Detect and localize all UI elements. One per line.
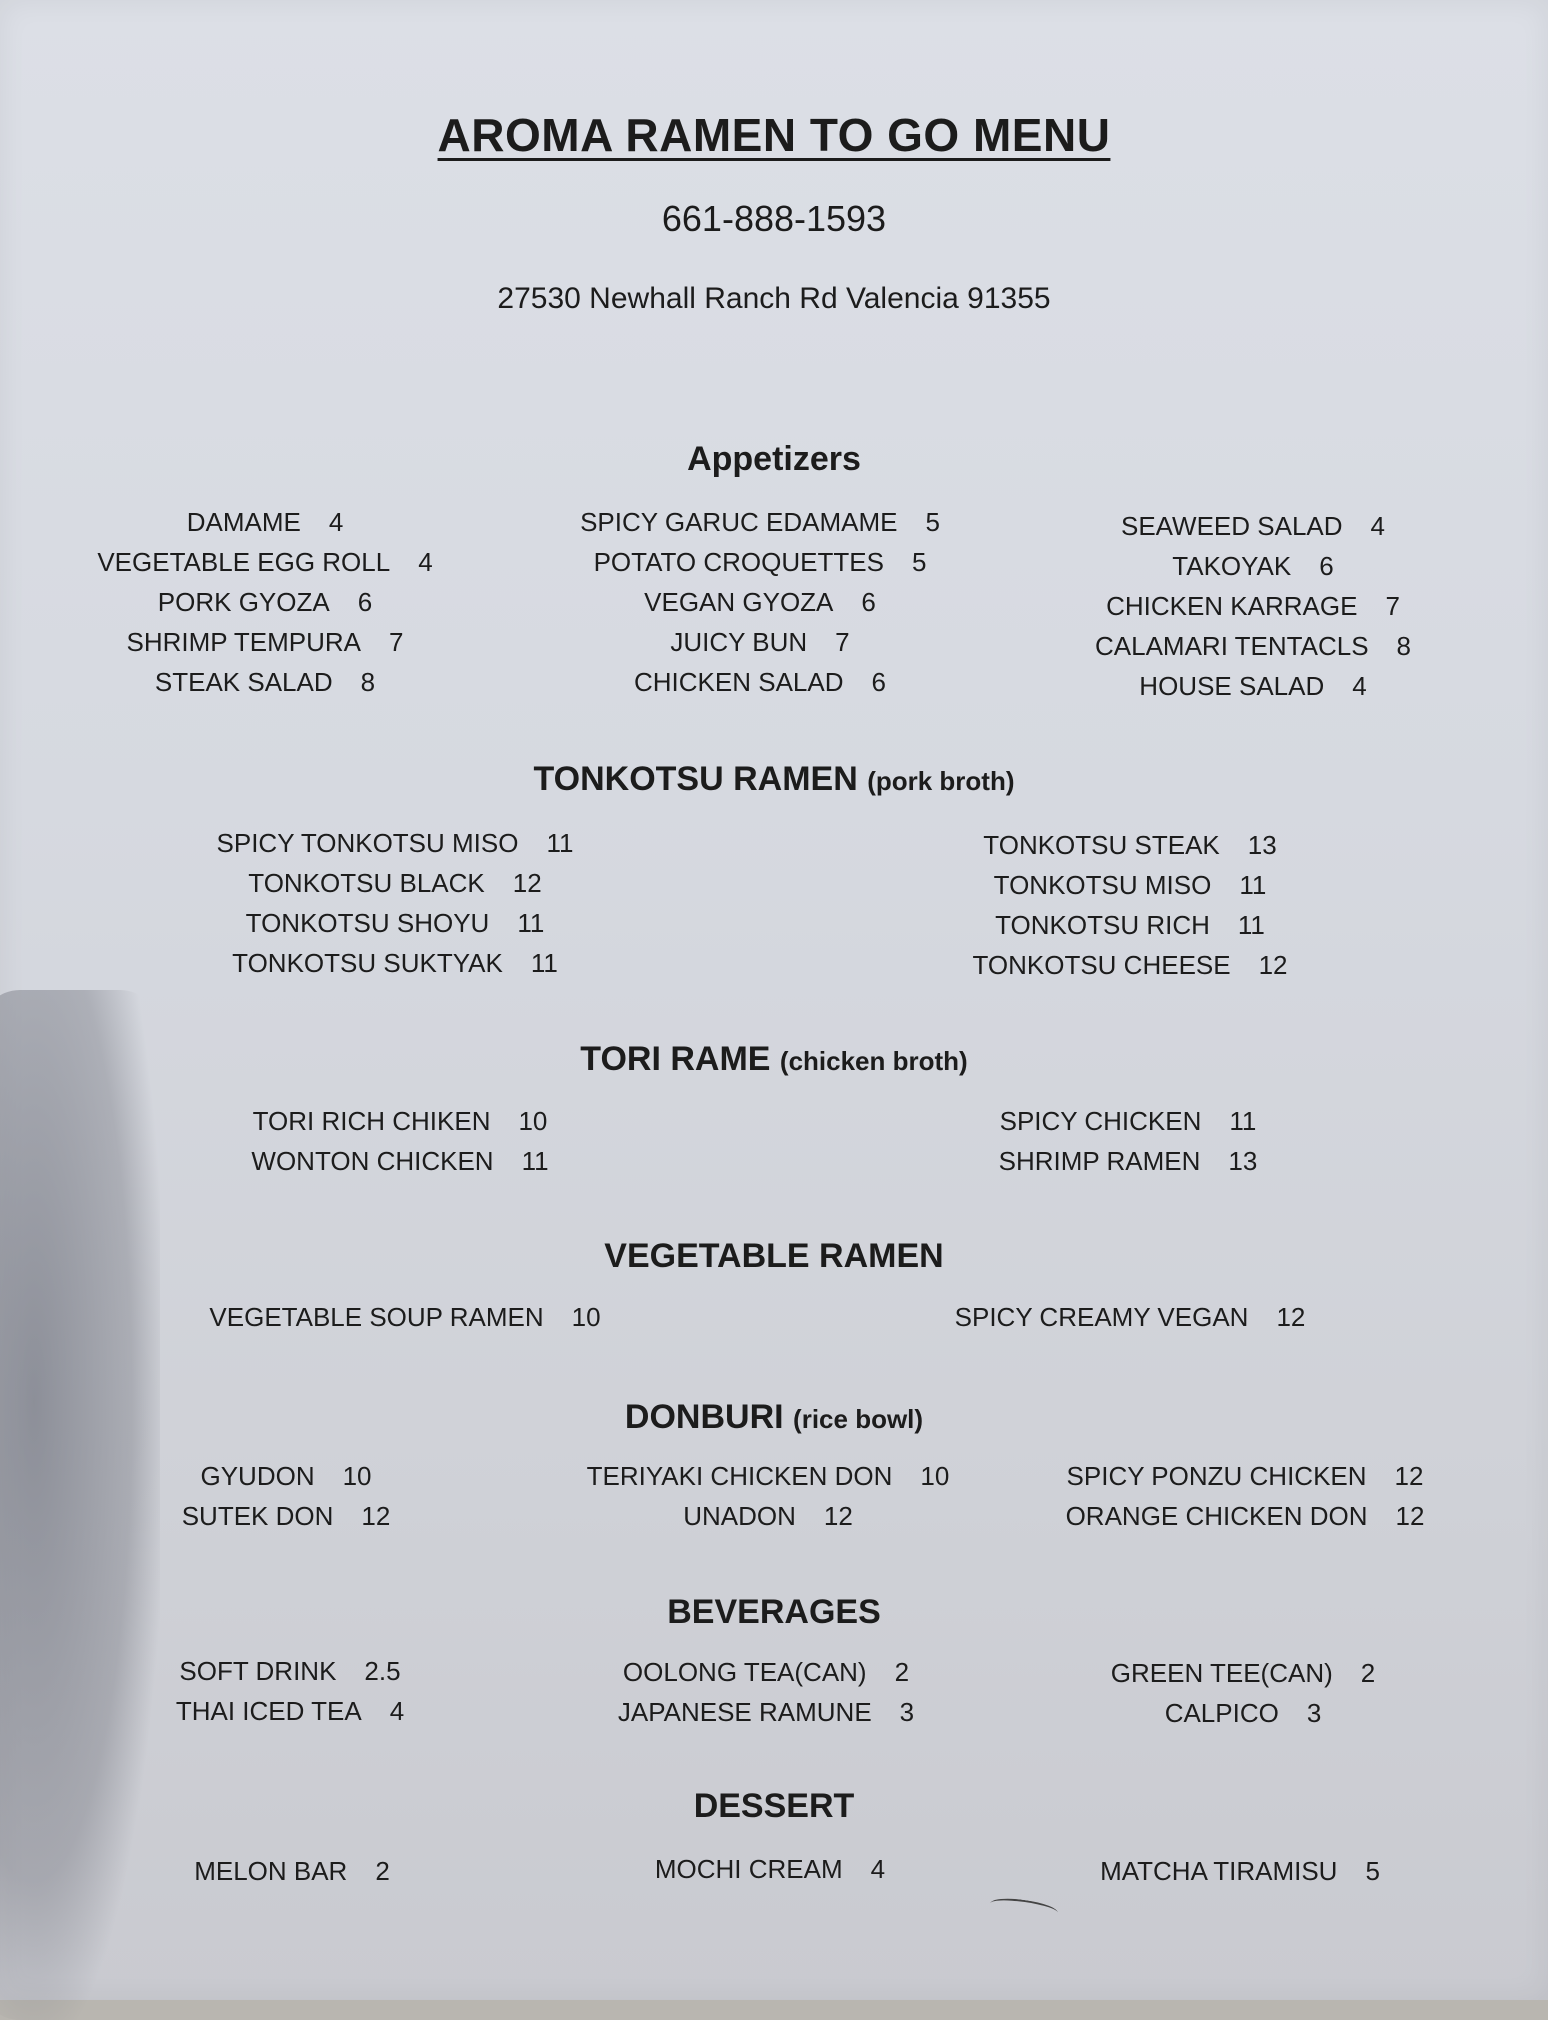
hand-shadow — [0, 990, 160, 2020]
menu-item — [1095, 546, 1411, 586]
menu-item-name: SPICY PONZU CHICKEN — [1066, 1461, 1367, 1491]
appetizers-column-3 — [1095, 506, 1411, 706]
donburi-column-1 — [182, 1456, 391, 1536]
menu-item — [1095, 586, 1411, 626]
menu-item — [182, 1496, 391, 1536]
menu-title — [0, 108, 1548, 162]
tori-column-1 — [251, 1101, 548, 1181]
menu-item — [955, 1297, 1306, 1337]
menu-item-price: 12 — [361, 1501, 391, 1531]
menu-item — [194, 1851, 390, 1891]
menu-item-price: 6 — [871, 667, 886, 697]
section-title-tonkotsu — [0, 760, 1548, 799]
menu-item-price: 8 — [1396, 631, 1412, 661]
menu-item-price: 2.5 — [364, 1656, 401, 1686]
menu-item-price: 11 — [1229, 1106, 1257, 1136]
menu-item — [1095, 626, 1411, 666]
address: 27530 Newhall Ranch Rd Valencia 91355 — [497, 282, 1051, 315]
menu-item — [1066, 1496, 1425, 1536]
menu-item-name: SPICY CREAMY VEGAN — [954, 1302, 1249, 1332]
menu-item — [618, 1652, 914, 1692]
menu-item-name: MOCHI CREAM — [654, 1854, 843, 1884]
menu-item — [1066, 1456, 1425, 1496]
menu-item-name: SEAWEED SALAD — [1120, 511, 1343, 541]
menu-item-price: 11 — [546, 828, 574, 858]
menu-item-name: UNADON — [683, 1501, 796, 1531]
menu-item — [97, 582, 432, 622]
section-title-text: DONBURI — [624, 1398, 784, 1436]
beverages-column-1 — [176, 1651, 404, 1731]
menu-title-text: AROMA RAMEN TO GO MENU — [437, 109, 1111, 161]
menu-item-price: 4 — [418, 547, 433, 577]
section-subtitle: (pork broth) — [867, 766, 1015, 796]
menu-item-name: MATCHA TIRAMISU — [1100, 1856, 1338, 1886]
tonkotsu-column-2 — [972, 825, 1287, 985]
menu-item-price: 3 — [1306, 1698, 1322, 1728]
menu-item-price: 10 — [920, 1461, 950, 1491]
menu-item-price: 2 — [894, 1657, 910, 1687]
menu-item-price: 13 — [1247, 830, 1277, 860]
menu-item-name: VEGETABLE EGG ROLL — [97, 547, 391, 577]
menu-item — [1111, 1653, 1375, 1693]
beverages-column-3 — [1111, 1653, 1375, 1733]
menu-item — [618, 1692, 914, 1732]
menu-item — [580, 582, 940, 622]
menu-item-name: TONKOTSU RICH — [995, 910, 1210, 940]
menu-item-price: 13 — [1228, 1146, 1258, 1176]
menu-item-price: 4 — [1370, 511, 1386, 541]
menu-item — [655, 1849, 885, 1889]
menu-item — [999, 1101, 1258, 1141]
menu-item-price: 4 — [389, 1696, 405, 1726]
menu-item — [587, 1456, 950, 1496]
menu-item-name: VEGAN GYOZA — [644, 587, 834, 617]
menu-item-name: CHICKEN SALAD — [634, 667, 844, 697]
menu-item-price: 4 — [870, 1854, 886, 1884]
section-title-text: VEGETABLE RAMEN — [604, 1237, 944, 1275]
section-title-beverages — [0, 1593, 1548, 1632]
vegetable-column-2 — [955, 1297, 1306, 1337]
menu-item-name: TONKOTSU MISO — [993, 870, 1212, 900]
menu-item — [999, 1141, 1258, 1181]
menu-item — [97, 662, 432, 702]
menu-item-price: 3 — [899, 1697, 915, 1727]
menu-item — [1095, 666, 1411, 706]
donburi-column-3 — [1066, 1456, 1425, 1536]
phone-number: 661-888-1593 — [661, 198, 887, 239]
menu-item-name: STEAK SALAD — [154, 667, 333, 697]
menu-item — [217, 823, 574, 863]
menu-item-name: SOFT DRINK — [179, 1656, 337, 1686]
menu-item-name: SHRIMP RAMEN — [998, 1146, 1201, 1176]
menu-item-name: SUTEK DON — [181, 1501, 334, 1531]
menu-item-name: GREEN TEE(CAN) — [1110, 1658, 1333, 1688]
menu-item-price: 5 — [925, 507, 940, 537]
menu-item-name: TAKOYAK — [1172, 551, 1292, 581]
menu-item-name: WONTON CHICKEN — [251, 1146, 494, 1176]
section-title-text: BEVERAGES — [667, 1593, 881, 1631]
menu-item-price: 12 — [823, 1501, 853, 1531]
menu-item-price: 12 — [1258, 950, 1288, 980]
menu-item-price: 6 — [357, 587, 373, 617]
menu-item — [972, 825, 1287, 865]
menu-item-name: SPICY GARUC EDAMAME — [580, 507, 898, 537]
menu-item-price: 7 — [389, 627, 404, 657]
tonkotsu-column-1 — [217, 823, 574, 983]
menu-item-price: 7 — [835, 627, 850, 657]
menu-item-name: CHICKEN KARRAGE — [1106, 591, 1358, 621]
menu-item — [97, 622, 432, 662]
menu-item-name: GYUDON — [200, 1461, 315, 1491]
menu-item-name: PORK GYOZA — [157, 587, 330, 617]
menu-item-price: 2 — [375, 1856, 390, 1886]
menu-item-name: POTATO CROQUETTES — [593, 547, 884, 577]
menu-item-price: 10 — [518, 1106, 548, 1136]
menu-item-price: 7 — [1385, 591, 1400, 621]
beverages-column-2 — [618, 1652, 914, 1732]
menu-item-price: 11 — [517, 908, 545, 938]
menu-item — [580, 662, 940, 702]
menu-item-name: ORANGE CHICKEN DON — [1065, 1501, 1368, 1531]
menu-item-price: 12 — [1394, 1461, 1424, 1491]
appetizers-column-1 — [97, 502, 432, 702]
menu-item-name: OOLONG TEA(CAN) — [622, 1657, 867, 1687]
section-title-dessert — [0, 1787, 1548, 1826]
menu-item-name: HOUSE SALAD — [1139, 671, 1325, 701]
menu-item-name: SPICY CHICKEN — [999, 1106, 1202, 1136]
menu-item-price: 12 — [512, 868, 542, 898]
menu-item — [97, 542, 432, 582]
menu-item-name: TONKOTSU STEAK — [983, 830, 1220, 860]
menu-item — [1100, 1851, 1380, 1891]
menu-item — [972, 945, 1287, 985]
menu-item-price: 5 — [1365, 1856, 1380, 1886]
menu-item-price: 8 — [360, 667, 376, 697]
menu-item — [251, 1101, 548, 1141]
donburi-column-2 — [587, 1456, 950, 1536]
menu-item-name: THAI ICED TEA — [175, 1696, 362, 1726]
menu-item — [1095, 506, 1411, 546]
section-title-tori — [0, 1040, 1548, 1079]
menu-item — [182, 1456, 391, 1496]
menu-item — [217, 903, 574, 943]
menu-item-name: TERIYAKI CHICKEN DON — [586, 1461, 893, 1491]
tori-column-2 — [999, 1101, 1258, 1181]
menu-item — [972, 905, 1287, 945]
menu-item-name: CALPICO — [1164, 1698, 1279, 1728]
section-subtitle: (rice bowl) — [793, 1404, 924, 1434]
menu-item-name: TORI RICH CHIKEN — [252, 1106, 491, 1136]
menu-item-name: MELON BAR — [194, 1856, 348, 1886]
section-title-text: DESSERT — [693, 1787, 855, 1825]
menu-item-price: 6 — [861, 587, 876, 617]
menu-item — [251, 1141, 548, 1181]
menu-item — [580, 622, 940, 662]
section-title-text: Appetizers — [687, 440, 861, 478]
menu-item — [580, 502, 940, 542]
menu-item — [580, 542, 940, 582]
menu-item — [1111, 1693, 1375, 1733]
menu-item-name: TONKOTSU SUKTYAK — [232, 948, 503, 978]
section-subtitle: (chicken broth) — [779, 1046, 968, 1076]
menu-item-price: 11 — [530, 948, 558, 978]
section-title-vegetable — [0, 1237, 1548, 1276]
menu-item — [217, 863, 574, 903]
menu-item-name: JAPANESE RAMUNE — [617, 1697, 872, 1727]
menu-item-name: SHRIMP TEMPURA — [126, 627, 362, 657]
menu-item-name: TONKOTSU BLACK — [248, 868, 485, 898]
menu-item-price: 11 — [1239, 870, 1267, 900]
menu-item — [97, 502, 432, 542]
menu-item — [587, 1496, 950, 1536]
menu-item — [176, 1691, 404, 1731]
menu-item-price: 12 — [1276, 1302, 1306, 1332]
section-title-appetizers — [0, 440, 1548, 479]
menu-item-name: TONKOTSU CHEESE — [972, 950, 1231, 980]
menu-item-price: 10 — [342, 1461, 372, 1491]
dessert-column-2 — [655, 1849, 885, 1889]
menu-item-price: 11 — [521, 1146, 549, 1176]
menu-item-price: 11 — [1237, 910, 1265, 940]
menu-item — [176, 1651, 404, 1691]
menu-item-name: CALAMARI TENTACLS — [1094, 631, 1369, 661]
dessert-column-3 — [1100, 1851, 1380, 1891]
menu-item — [217, 943, 574, 983]
menu-item-name: JUICY BUN — [670, 627, 808, 657]
menu-item-price: 10 — [571, 1302, 601, 1332]
menu-item — [972, 865, 1287, 905]
menu-item-price: 2 — [1360, 1658, 1376, 1688]
appetizers-column-2 — [580, 502, 940, 702]
menu-item-name: SPICY TONKOTSU MISO — [216, 828, 519, 858]
menu-item-price: 4 — [328, 507, 344, 537]
section-title-donburi — [0, 1398, 1548, 1437]
section-title-text: TONKOTSU RAMEN — [533, 760, 858, 798]
menu-item-price: 6 — [1319, 551, 1334, 581]
dessert-column-1 — [194, 1851, 390, 1891]
menu-item-name: DAMAME — [186, 507, 301, 537]
menu-item-name: VEGETABLE SOUP RAMEN — [209, 1302, 544, 1332]
vegetable-column-1 — [209, 1297, 600, 1337]
menu-item-name: TONKOTSU SHOYU — [245, 908, 490, 938]
menu-item — [209, 1297, 600, 1337]
section-title-text: TORI RAME — [580, 1040, 771, 1078]
menu-item-price: 4 — [1352, 671, 1367, 701]
menu-item-price: 5 — [911, 547, 927, 577]
menu-item-price: 12 — [1395, 1501, 1425, 1531]
